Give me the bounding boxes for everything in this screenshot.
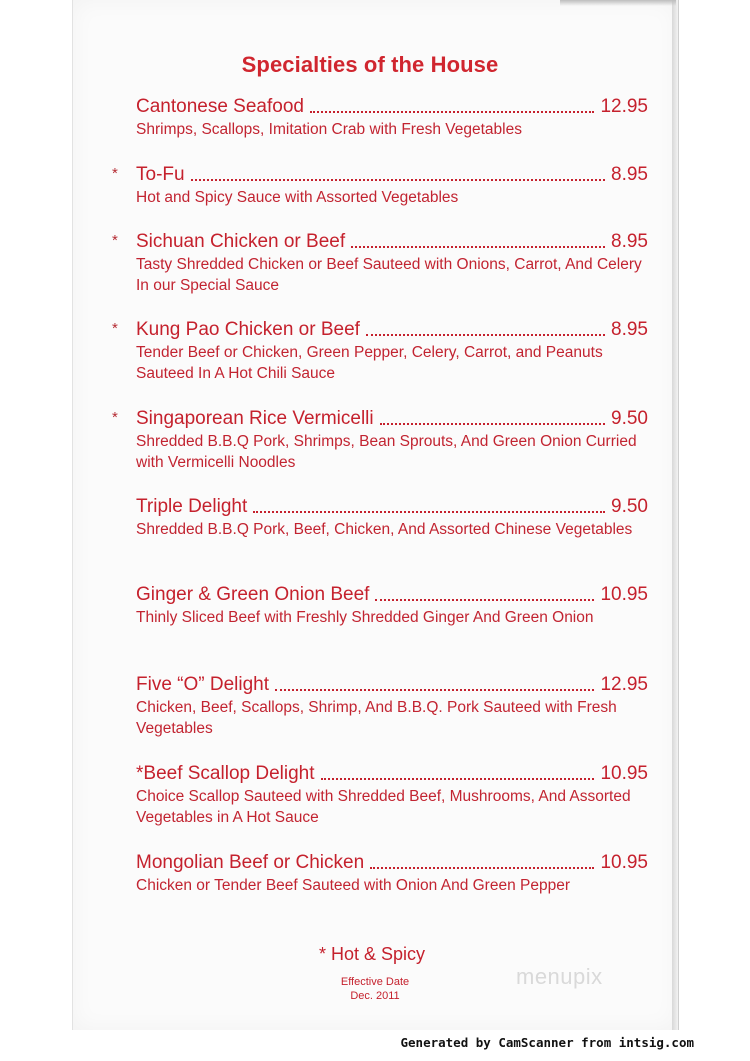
menu-item-name: Cantonese Seafood [136,96,304,117]
scan-shadow [560,0,676,6]
dot-leader [351,245,605,248]
menu-item-name: Triple Delight [136,496,248,517]
effective-date [0,975,750,1003]
menu-item-name: Sichuan Chicken or Beef [136,231,346,252]
spicy-marker: * [112,320,118,337]
menu-item-name: Ginger & Green Onion Beef [136,584,370,605]
dot-leader [366,333,605,336]
menu-item-name: To-Fu [136,164,185,185]
menu-item-price: 10.95 [600,852,648,873]
menu-item [112,160,648,208]
menu-item-name: Mongolian Beef or Chicken [136,852,365,873]
menu-item-description: Tasty Shredded Chicken or Beef Sauteed with Onions, Carrot, And Celery In our Special Sauce [136,256,642,294]
menu-item-description: Hot and Spicy Sauce with Assorted Vegetables [136,189,459,206]
menu-item-name: *Beef Scallop Delight [136,763,315,784]
spicy-marker: * [112,232,118,249]
spicy-marker: * [112,409,118,426]
menu-item-description: Chicken or Tender Beef Sauteed with Onion And Green Pepper [136,877,570,894]
menu-item-description: Shredded B.B.Q Pork, Shrimps, Bean Sprouts, And Green Onion Curried with Vermicelli Noodles [136,433,637,471]
menu-item [112,315,648,384]
menu-item-price: 12.95 [600,674,648,695]
page-title: Specialties of the House [241,52,499,77]
menu-item-price: 10.95 [600,584,648,605]
spicy-legend: * Hot & Spicy [318,944,426,964]
page-edge [672,0,678,1030]
spicy-marker: * [112,165,118,182]
dot-leader [380,422,605,425]
dot-leader [275,688,594,691]
menu-item-description: Shrimps, Scallops, Imitation Crab with Fresh Vegetables [136,121,522,138]
menu-item [112,227,648,296]
menu-item-description: Choice Scallop Sauteed with Shredded Beef, Mushrooms, And Assorted Vegetables in A Hot Sauce [136,788,631,826]
menu-item-price: 9.50 [611,496,648,517]
dot-leader [321,777,595,780]
effective-date-value: Dec. 2011 [350,990,400,1002]
menu-item-price: 8.95 [611,164,648,185]
menu-item [112,492,648,540]
dot-leader [253,510,605,513]
menu-item [112,848,648,896]
menu-item [112,404,648,473]
dot-leader [310,110,594,113]
menu-item [112,580,648,628]
menu-item-name: Kung Pao Chicken or Beef [136,319,360,340]
dot-leader [375,598,594,601]
menu-item [112,670,648,739]
menu-item-description: Shredded B.B.Q Pork, Beef, Chicken, And Assorted Chinese Vegetables [136,521,633,538]
dot-leader [191,178,605,181]
menu-item [112,92,648,140]
menu-item-price: 12.95 [600,96,648,117]
menu-item-description: Thinly Sliced Beef with Freshly Shredded Ginger And Green Onion [136,609,594,626]
dot-leader [370,866,594,869]
scanner-footer: Generated by CamScanner from intsig.com [400,1035,694,1050]
menu-item [112,759,648,828]
watermark-logo: menupix [516,964,603,989]
menu-item-description: Tender Beef or Chicken, Green Pepper, Celery, Carrot, and Peanuts Sauteed In A Hot Chili Sauce [136,344,603,382]
menu-item-name: Five “O” Delight [136,674,270,695]
menu-item-price: 10.95 [600,763,648,784]
effective-date-label: Effective Date [340,976,410,988]
menu-item-price: 8.95 [611,319,648,340]
menu-item-price: 8.95 [611,231,648,252]
menu-item-description: Chicken, Beef, Scallops, Shrimp, And B.B.Q. Pork Sauteed with Fresh Vegetables [136,699,617,737]
menu-item-name: Singaporean Rice Vermicelli [136,408,374,429]
menu-item-price: 9.50 [611,408,648,429]
